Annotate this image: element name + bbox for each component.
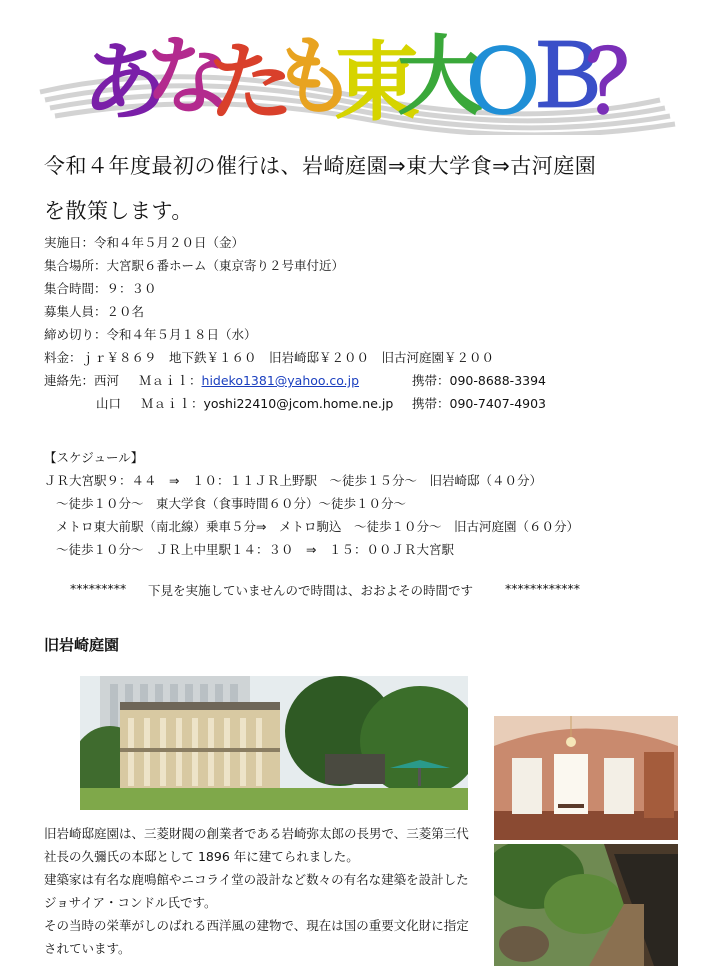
contact-2-email: yoshi22410@jcom.home.ne.jp bbox=[203, 396, 394, 411]
banner-char: 東 bbox=[334, 32, 420, 133]
title-banner bbox=[0, 0, 723, 135]
description-line-5: その当時の栄華がしのばれる西洋風の建物で、現在は国の重要文化財に指定 bbox=[44, 918, 469, 933]
detail-meeting-place: 集合場所：大宮駅６番ホーム（東京寄り２号車付近） bbox=[44, 258, 345, 273]
detail-deadline: 締め切り：令和４年５月１８日（水） bbox=[44, 327, 257, 342]
banner-char: あ bbox=[82, 32, 168, 133]
banner-char: た bbox=[208, 32, 294, 133]
contact-2-mail-label: Ｍａｉｌ： bbox=[140, 396, 204, 411]
banner-char: 大 bbox=[397, 26, 483, 127]
schedule-line-3: メトロ東大前駅（南北線）乗車５分⇒ メトロ駒込 ～徒歩１０分～ 旧古河庭園（６０分） bbox=[56, 519, 579, 534]
banner-char: も bbox=[271, 26, 357, 127]
description-line-2: 社長の久彌氏の本邸として 1896 年に建てられました。 bbox=[44, 849, 359, 864]
detail-fees: 料金：ｊｒ￥８６９ 地下鉄￥１６０ 旧岩崎邸￥２００ 旧古河庭園￥２００ bbox=[44, 350, 495, 365]
note-text: 下見を実施していませんので時間は、おおよその時間です bbox=[148, 583, 474, 598]
banner-char: Ｏ bbox=[460, 32, 546, 133]
description-line-1: 旧岩崎邸庭園は、三菱財閥の創業者である岩崎弥太郎の長男で、三菱第三代 bbox=[44, 826, 469, 841]
contact-2-phone: 携帯：090-7407-4903 bbox=[412, 396, 547, 411]
contact-label: 連絡先： bbox=[44, 373, 95, 388]
section-title: 旧岩崎庭園 bbox=[44, 636, 120, 654]
contact-2-name: 山口 bbox=[96, 396, 122, 411]
banner-char: ？ bbox=[586, 32, 672, 133]
garden-veranda-photo bbox=[494, 844, 678, 966]
contact-row-2 bbox=[96, 394, 393, 412]
detail-date: 実施日：令和４年５月２０日（金） bbox=[44, 235, 245, 250]
banner-char: Ｂ bbox=[523, 26, 609, 127]
schedule-line-1: ＪＲ大宮駅９：４４ ⇒ １０：１１ＪＲ上野駅 ～徒歩１５分～ 旧岩崎邸（４０分） bbox=[44, 473, 542, 488]
detail-capacity: 募集人員：２０名 bbox=[44, 304, 145, 319]
schedule-line-2: ～徒歩１０分～ 東大学食（食事時間６０分）～徒歩１０分～ bbox=[56, 496, 407, 511]
description-line-6: されています。 bbox=[44, 941, 131, 956]
detail-meeting-time: 集合時間：９：３０ bbox=[44, 281, 157, 296]
mansion-exterior-photo bbox=[80, 676, 468, 810]
contact-row-1 bbox=[44, 371, 359, 389]
description-line-4: ジョサイア・コンドル氏です。 bbox=[44, 895, 217, 910]
note-stars-right: ************ bbox=[505, 581, 580, 596]
interior-room-photo bbox=[494, 716, 678, 840]
contact-1-mail-label: Ｍａｉｌ： bbox=[139, 373, 202, 388]
schedule-line-4: ～徒歩１０分～ ＪＲ上中里駅１４：３０ ⇒ １５：００ＪＲ大宮駅 bbox=[56, 542, 454, 557]
banner-title-text bbox=[82, 26, 672, 133]
contact-1-email-link[interactable]: hideko1381@yahoo.co.jp bbox=[201, 373, 359, 388]
banner-char: な bbox=[145, 26, 231, 127]
headline-line-2: を散策します。 bbox=[44, 199, 193, 223]
schedule-title: 【スケジュール】 bbox=[44, 450, 144, 465]
contact-1-phone: 携帯：090-8688-3394 bbox=[412, 373, 547, 388]
note-stars-left: ********* bbox=[70, 581, 127, 596]
description-line-3: 建築家は有名な鹿鳴館やニコライ堂の設計など数々の有名な建築を設計した bbox=[44, 872, 469, 887]
headline-line-1: 令和４年度最初の催行は、岩崎庭園⇒東大学食⇒古河庭園 bbox=[44, 154, 597, 178]
contact-1-name: 西河 bbox=[94, 373, 120, 388]
